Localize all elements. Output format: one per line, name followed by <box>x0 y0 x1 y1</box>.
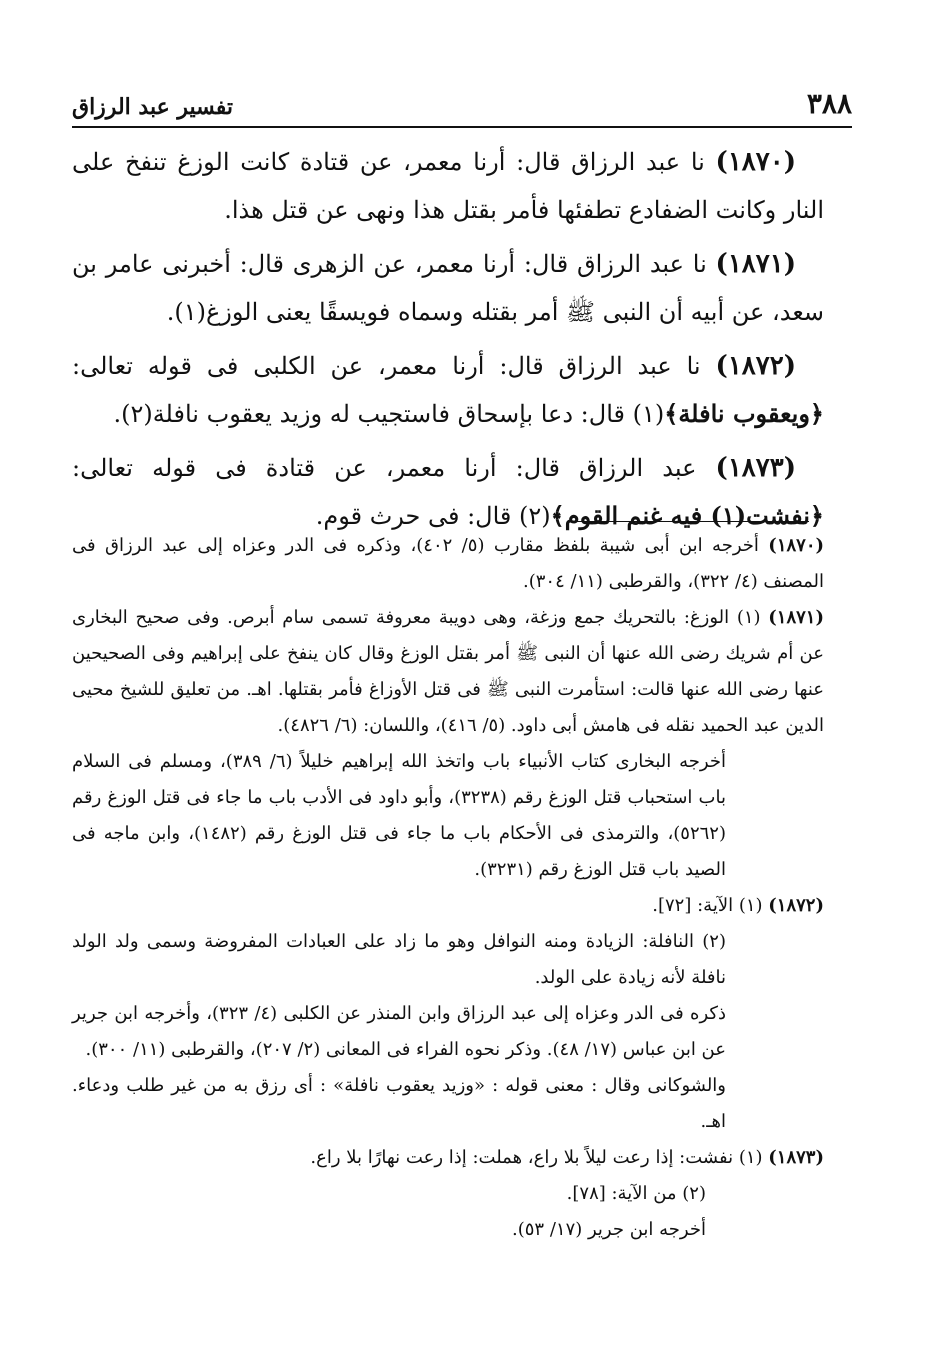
hadith-text: نا عبد الرزاق قال: أرنا معمر، عن قتادة كانت الوزغ تنفخ على النار وكانت الضفادع تطفئها فأمر بقتل هذا ونهى عن قتل هذا. <box>72 148 824 224</box>
hadith-number: (١٨٧٢) <box>715 351 796 381</box>
hadith-number: (١٨٧١) <box>715 249 796 279</box>
footnote-number: (١٨٧٣) <box>768 1147 824 1168</box>
footnote-text: (١) الآية: [٧٢]. <box>652 895 769 916</box>
hadith-text: نا عبد الرزاق قال: أرنا معمر، عن الزهرى قال: أخبرنى عامر بن سعد، عن أبيه أن النبى ﷺ أمر بقتله وسماه فويسقًا يعنى الوزغ(١). <box>72 250 824 326</box>
footnote-text: (١) الوزغ: بالتحريك جمع وزغة، وهى دويبة معروفة تسمى سام أبرص. وفى صحيح البخارى عن أم شريك رضى الله عنها أن النبى ﷺ أمر بقتل الوزغ وقال كان ينفخ على إبراهيم وفى الصحيحين عنها رضى الله عنها قالت: استأمرت النبى ﷺ فى قتل الأوزاغ فأمر بقتلها. اهـ. من تعليق للشيخ محيى الدين عبد الحميد نقله فى هامش أبى داود. (٥/ ٤١٦)، واللسان: (٦/ ٤٨٢٦). <box>72 607 824 736</box>
main-text <box>72 138 824 546</box>
footnote-text: (٢) من الآية: [٧٨]. <box>566 1183 706 1204</box>
page-header <box>72 80 852 128</box>
hadith-1871 <box>72 240 824 336</box>
hadith-number: (١٨٧٣) <box>715 453 796 483</box>
footnote-1873-ayah <box>72 1176 824 1212</box>
footnote-text: أخرجه ابن أبى شيبة بلفظ مقارب (٥/ ٤٠٢)، وذكره فى الدر وعزاه إلى عبد الرزاق فى المصنف (٤/ ٣٢٢)، والقرطبى (١١/ ٣٠٤). <box>72 535 824 592</box>
footnote-1870 <box>72 528 824 600</box>
hadith-1872 <box>72 342 824 438</box>
footnote-number: (١٨٧١) <box>768 607 824 628</box>
footnote-1873-takhrij <box>72 1212 824 1248</box>
hadith-text: نا عبد الرزاق قال: أرنا معمر، عن الكلبى فى قوله تعالى: <box>72 352 716 380</box>
footnote-text: ذكره فى الدر وعزاه إلى عبد الرزاق وابن المنذر عن الكلبى (٤/ ٣٢٣)، وأخرجه ابن جرير عن ابن عباس (١٧/ ٤٨). وذكر نحوه الفراء فى المعانى (٢/ ٢٠٧)، والقرطبى (١١/ ٣٠٠). <box>72 1003 726 1060</box>
hadith-1873 <box>72 444 824 540</box>
running-title: تفسير عبد الرزاق <box>72 94 234 120</box>
hadith-1870 <box>72 138 824 234</box>
hadith-text-end: (١) قال: دعا بإسحاق فاستجيب له وزيد يعقوب نافلة(٢). <box>113 400 665 428</box>
footnote-1871-takhrij <box>72 744 824 888</box>
footnote-text: (٢) النافلة: الزيادة ومنه النوافل وهو ما زاد على العبادات المفروضة وسمى ولد الولد نافلة لأنه زيادة على الولد. <box>72 931 726 988</box>
footnotes <box>72 528 824 1248</box>
footnote-1872-takhrij <box>72 996 824 1068</box>
hadith-number: (١٨٧٠) <box>715 147 796 177</box>
footnote-1871 <box>72 600 824 744</box>
page-number: ٣٨٨ <box>806 87 852 120</box>
footnote-number: (١٨٧٢) <box>768 895 824 916</box>
quran-quote: ﴿نفشت(١) فيه غنم القوم﴾ <box>550 501 824 530</box>
footnote-number: (١٨٧٠) <box>768 535 825 556</box>
footnote-divider <box>567 521 809 522</box>
hadith-text-end: (٢) قال: فى حرث قوم. <box>315 502 551 530</box>
footnote-1872-shawkani <box>72 1068 824 1140</box>
footnote-1872 <box>72 888 824 924</box>
footnote-text: (١) نفشت: إذا رعت ليلاً بلا راع، هملت: إذا رعت نهارًا بلا راع. <box>310 1147 769 1168</box>
footnote-1872-nafila <box>72 924 824 996</box>
quran-quote: ﴿ويعقوب نافلة﴾ <box>664 399 824 428</box>
footnote-text: أخرجه ابن جرير (١٧/ ٥٣). <box>512 1219 706 1240</box>
footnote-1873 <box>72 1140 824 1176</box>
hadith-text: عبد الرزاق قال: أرنا معمر، عن قتادة فى قوله تعالى: <box>72 454 716 482</box>
footnote-text: والشوكانى وقال : معنى قوله : «وزيد يعقوب نافلة» : أى رزق به من غير طلب ودعاء. اهـ. <box>72 1075 726 1132</box>
footnote-text: أخرجه البخارى كتاب الأنبياء باب واتخذ الله إبراهيم خليلاً (٦/ ٣٨٩)، ومسلم فى السلام باب استحباب قتل الوزغ رقم (٣٢٣٨)، وأبو داود فى الأدب باب ما جاء فى قتل الوزغ رقم (٥٢٦٢)، والترمذى فى الأحكام باب ما جاء فى قتل الوزغ رقم (١٤٨٢)، وابن ماجه فى الصيد باب قتل الوزغ رقم (٣٢٣١). <box>72 751 726 880</box>
